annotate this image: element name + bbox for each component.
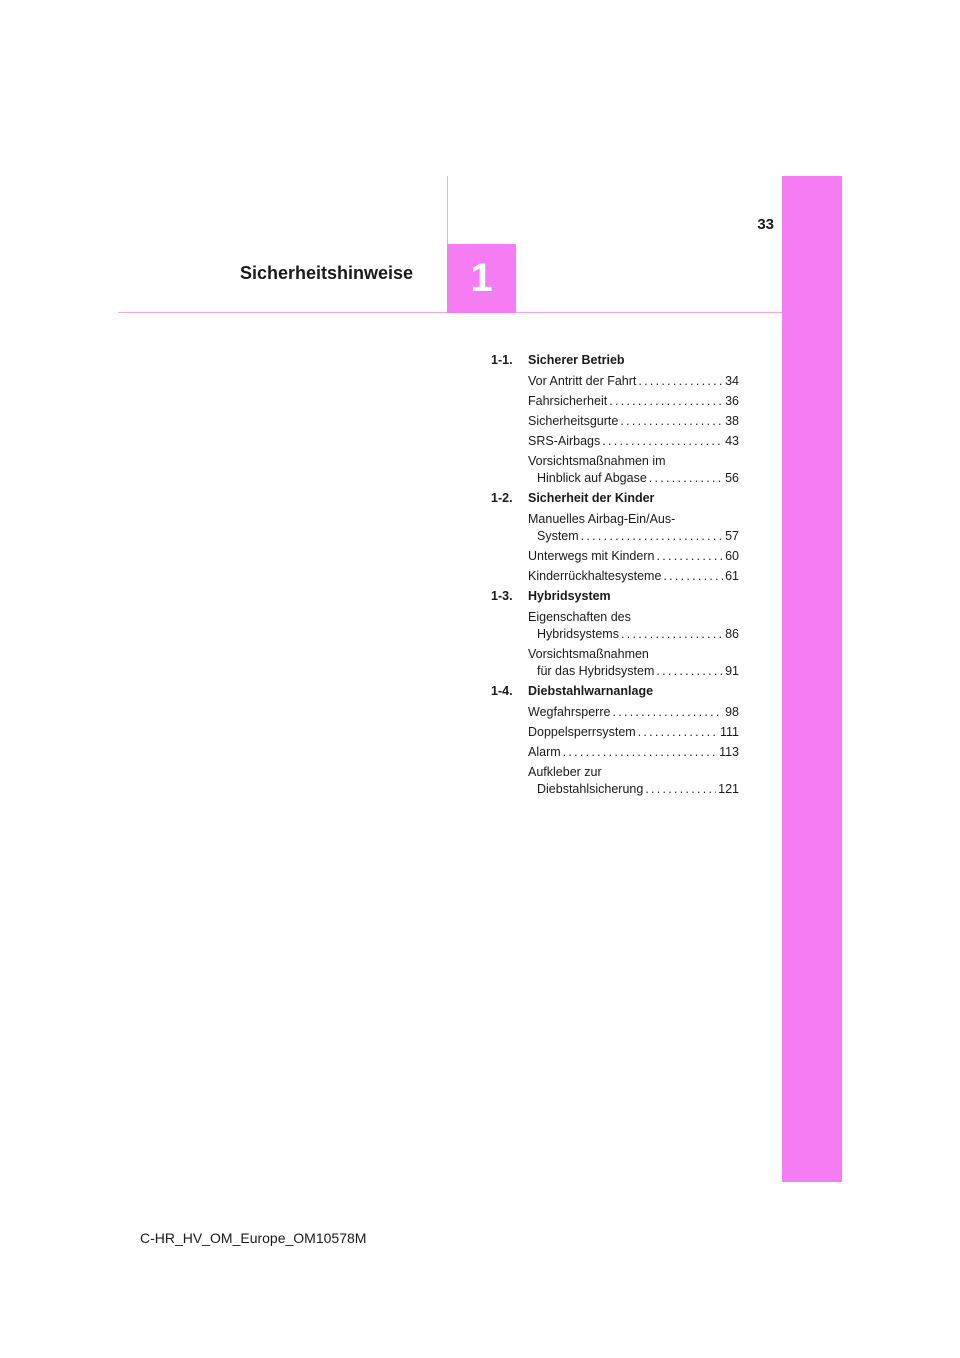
toc-page-number: 38 bbox=[725, 414, 739, 428]
toc-page-number: 60 bbox=[725, 549, 739, 563]
chapter-title: Sicherheitshinweise bbox=[240, 263, 414, 283]
toc-entry-text: SRS-Airbags bbox=[528, 434, 601, 448]
toc-entry-text: Hinblick auf Abgase bbox=[537, 471, 647, 485]
toc-entry-text: Vorsichtsmaßnahmen im bbox=[528, 454, 666, 468]
toc-section-number: 1-3. bbox=[491, 589, 513, 603]
toc-entry-text: Vor Antritt der Fahrt bbox=[528, 374, 637, 388]
chapter-number-box bbox=[447, 244, 516, 313]
toc-page-number: 34 bbox=[725, 374, 739, 388]
toc-section-title: Sicherheit der Kinder bbox=[528, 491, 655, 505]
toc-entry-text: Wegfahrsperre bbox=[528, 705, 611, 719]
toc-dot-leader bbox=[609, 393, 723, 410]
toc-entry-text: für das Hybridsystem bbox=[537, 664, 655, 678]
footer-code: C-HR_HV_OM_Europe_OM10578M bbox=[140, 1230, 367, 1246]
toc-entry-text: Alarm bbox=[528, 745, 561, 759]
toc-dot-leader bbox=[621, 626, 723, 643]
chapter-number: 1 bbox=[470, 256, 493, 300]
toc-section-title: Sicherer Betrieb bbox=[528, 353, 625, 367]
toc-section-number: 1-4. bbox=[491, 684, 513, 698]
toc-entry-text: Doppelsperrsystem bbox=[528, 725, 636, 739]
toc-page-number: 113 bbox=[719, 745, 739, 759]
toc-section-heading[interactable] bbox=[491, 588, 739, 606]
header-vertical-rule bbox=[447, 176, 448, 244]
toc-entry-text: Vorsichtsmaßnahmen bbox=[528, 647, 649, 661]
toc-section-title: Diebstahlwarnanlage bbox=[528, 684, 654, 698]
toc-entry-text: Manuelles Airbag-Ein/Aus- bbox=[528, 512, 676, 526]
toc-dot-leader bbox=[649, 470, 723, 487]
toc-entry[interactable] bbox=[528, 393, 739, 410]
toc-section-heading[interactable] bbox=[491, 683, 739, 701]
toc-entry[interactable] bbox=[528, 413, 739, 430]
toc-dot-leader bbox=[638, 373, 723, 390]
toc-page-number: 121 bbox=[718, 782, 739, 796]
toc-entry[interactable] bbox=[528, 568, 739, 585]
toc-section-number: 1-1. bbox=[491, 353, 513, 367]
toc-page-number: 61 bbox=[725, 569, 739, 583]
toc-entry[interactable] bbox=[528, 373, 739, 390]
toc-entry-text: Eigenschaften des bbox=[528, 610, 631, 624]
toc-section-heading[interactable] bbox=[491, 490, 739, 508]
toc-entry[interactable] bbox=[528, 433, 739, 450]
toc-dot-leader bbox=[656, 548, 723, 565]
toc-page-number: 91 bbox=[725, 664, 739, 678]
toc-section-heading[interactable] bbox=[491, 352, 739, 370]
toc-entry[interactable] bbox=[528, 646, 739, 680]
toc-page-number: 43 bbox=[725, 434, 739, 448]
toc-dot-leader bbox=[638, 724, 718, 741]
toc-section-title: Hybridsystem bbox=[528, 589, 611, 603]
toc-entry[interactable] bbox=[528, 609, 739, 643]
page-number: 33 bbox=[757, 216, 774, 233]
toc-dot-leader bbox=[656, 663, 723, 680]
toc-entry[interactable] bbox=[528, 724, 739, 741]
toc-entry[interactable] bbox=[528, 511, 739, 545]
toc-dot-leader bbox=[602, 433, 723, 450]
table-of-contents bbox=[491, 352, 739, 798]
toc-dot-leader bbox=[581, 528, 723, 545]
toc-dot-leader bbox=[663, 568, 723, 585]
toc-dot-leader bbox=[620, 413, 723, 430]
toc-entry-text: Aufkleber zur bbox=[528, 765, 602, 779]
toc-entry-text: Diebstahlsicherung bbox=[537, 782, 644, 796]
chapter-tab-strip bbox=[782, 176, 842, 1182]
toc-page-number: 56 bbox=[725, 471, 739, 485]
toc-entry-text: Kinderrückhaltesysteme bbox=[528, 569, 662, 583]
toc-entry[interactable] bbox=[528, 453, 739, 487]
toc-entry[interactable] bbox=[528, 548, 739, 565]
toc-entry[interactable] bbox=[528, 704, 739, 721]
toc-dot-leader bbox=[645, 781, 716, 798]
toc-page-number: 36 bbox=[725, 394, 739, 408]
toc-section-number: 1-2. bbox=[491, 491, 513, 505]
toc-entry-text: Unterwegs mit Kindern bbox=[528, 549, 655, 563]
toc-entry-text: Sicherheitsgurte bbox=[528, 414, 619, 428]
toc-entry-text: Hybridsystems bbox=[537, 627, 619, 641]
toc-entry-text: System bbox=[537, 529, 579, 543]
toc-entry[interactable] bbox=[528, 764, 739, 798]
toc-page-number: 98 bbox=[725, 705, 739, 719]
toc-page-number: 86 bbox=[725, 627, 739, 641]
toc-page-number: 111 bbox=[719, 725, 739, 739]
toc-entry-text: Fahrsicherheit bbox=[528, 394, 608, 408]
toc-page-number: 57 bbox=[725, 529, 739, 543]
toc-dot-leader bbox=[563, 744, 717, 761]
toc-dot-leader bbox=[612, 704, 723, 721]
toc-entry[interactable] bbox=[528, 744, 739, 761]
